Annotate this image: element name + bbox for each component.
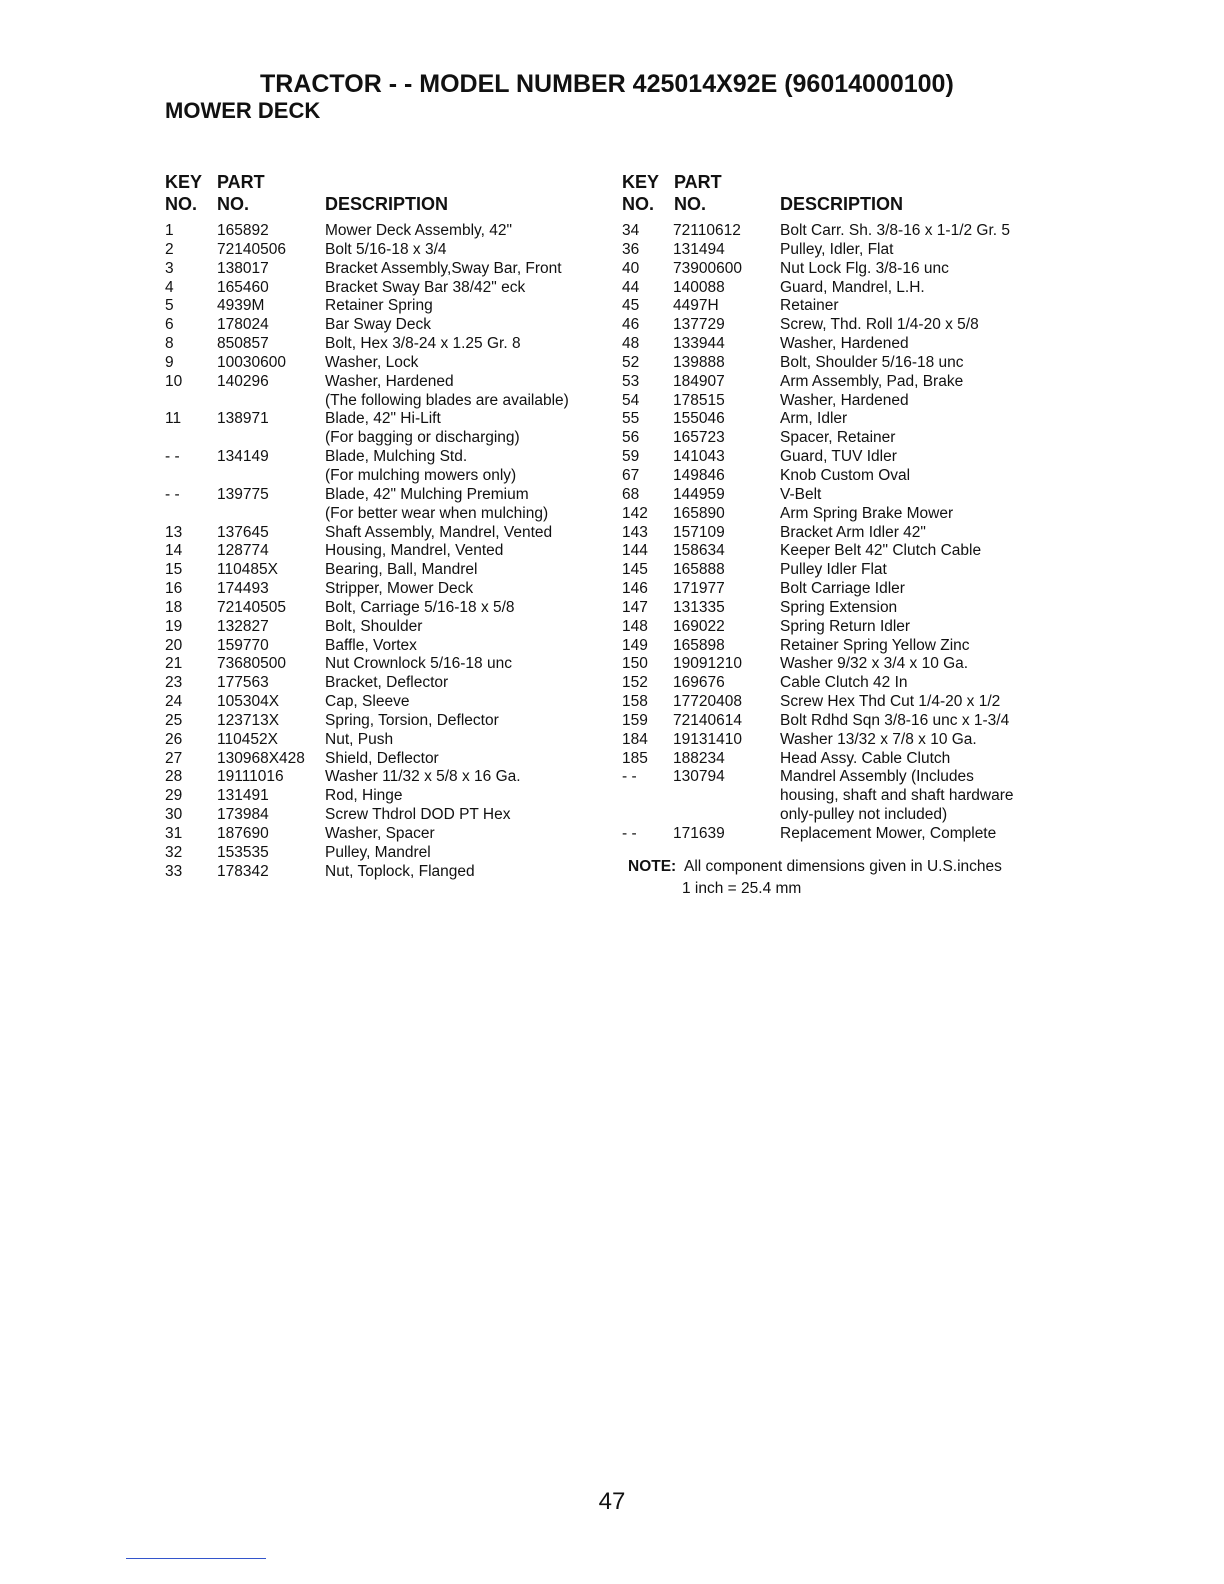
part-no-cell: 144959 [673, 485, 725, 503]
description-cell: Cable Clutch 42 In [780, 674, 908, 692]
key-no-cell: 14 [165, 542, 183, 560]
key-header-line2: NO. [622, 194, 655, 214]
part-no-cell: 187690 [217, 825, 269, 842]
part-no-cell: 140296 [217, 372, 269, 390]
description-cell: Blade, Mulching Std. [325, 448, 468, 466]
key-no-cell: 33 [165, 862, 183, 880]
description-cell: Baffle, Vortex [325, 636, 417, 654]
description-cell: Screw Thdrol DOD PT Hex [325, 806, 511, 824]
key-no-cell: 143 [622, 523, 648, 541]
footer-rule [126, 1558, 266, 1559]
description-cell: only-pulley not included) [780, 806, 948, 824]
key-no-cell: 55 [622, 410, 640, 428]
key-no-cell: 159 [622, 711, 648, 729]
key-no-cell: 46 [622, 316, 640, 334]
description-cell: Bolt Carr. Sh. 3/8-16 x 1-1/2 Gr. 5 [780, 222, 1011, 239]
description-cell: Washer, Hardened [780, 391, 909, 409]
key-no-cell: 16 [165, 580, 183, 598]
description-cell: Arm Assembly, Pad, Brake [780, 372, 964, 390]
description-cell: Keeper Belt 42" Clutch Cable [780, 542, 982, 560]
part-no-cell: 159770 [217, 636, 269, 654]
description-cell: Guard, Mandrel, L.H. [780, 278, 925, 296]
part-no-cell: 19091210 [673, 655, 742, 673]
key-no-cell: 150 [622, 655, 648, 673]
part-no-cell: 4939M [217, 297, 265, 315]
key-no-cell: 34 [622, 222, 640, 239]
description-cell: Pulley, Idler, Flat [780, 240, 894, 258]
description-cell: Spring, Torsion, Deflector [325, 711, 499, 729]
part-no-cell: 138971 [217, 410, 269, 428]
part-no-cell: 153535 [217, 843, 269, 861]
part-no-cell: 177563 [217, 674, 269, 692]
description-cell: Cap, Sleeve [325, 693, 410, 711]
part-no-cell: 173984 [217, 806, 269, 824]
description-cell: Bolt, Carriage 5/16-18 x 5/8 [325, 598, 515, 616]
part-no-cell: 17720408 [673, 693, 742, 711]
description-cell: Retainer [780, 297, 839, 315]
part-no-cell: 72140506 [217, 240, 286, 258]
key-header-line2: NO. [165, 194, 198, 214]
description-cell: Housing, Mandrel, Vented [325, 542, 504, 560]
part-no-cell: 131494 [673, 240, 725, 258]
description-cell: Bracket Assembly,Sway Bar, Front [325, 259, 562, 277]
key-no-cell: 23 [165, 674, 183, 692]
description-cell: Shaft Assembly, Mandrel, Vented [325, 523, 553, 541]
part-no-cell: 178024 [217, 316, 269, 334]
key-no-cell: 2 [165, 240, 174, 258]
description-cell: Screw Hex Thd Cut 1/4-20 x 1/2 [780, 693, 1001, 711]
description-cell: Shield, Deflector [325, 749, 439, 767]
note-conversion: 1 inch = 25.4 mm [682, 880, 802, 897]
description-cell: V-Belt [780, 485, 822, 503]
description-cell: Stripper, Mower Deck [325, 580, 474, 598]
part-no-cell: 165723 [673, 429, 725, 447]
description-cell: Retainer Spring Yellow Zinc [780, 636, 970, 654]
page-number: 47 [598, 1488, 626, 1515]
key-no-cell: 19 [165, 617, 183, 635]
part-no-cell: 149846 [673, 466, 725, 484]
description-cell: Bolt Carriage Idler [780, 580, 905, 598]
key-no-cell: 26 [165, 730, 183, 748]
description-cell: Head Assy. Cable Clutch [780, 749, 951, 767]
description-cell: Bolt, Hex 3/8-24 x 1.25 Gr. 8 [325, 335, 521, 353]
description-cell: Washer 13/32 x 7/8 x 10 Ga. [780, 730, 977, 748]
description-cell: Bearing, Ball, Mandrel [325, 561, 478, 579]
description-cell: Blade, 42" Hi-Lift [325, 410, 441, 428]
part-no-cell: 128774 [217, 542, 269, 560]
key-no-cell: 25 [165, 711, 183, 729]
description-cell: Pulley Idler Flat [780, 561, 887, 579]
key-no-cell: 59 [622, 448, 640, 466]
key-no-cell: 54 [622, 391, 640, 409]
part-no-cell: 171639 [673, 825, 725, 842]
part-no-cell: 171977 [673, 580, 725, 598]
key-no-cell: 44 [622, 278, 640, 296]
key-no-cell: - - [622, 768, 637, 786]
description-cell: Bracket, Deflector [325, 674, 449, 692]
key-no-cell: 52 [622, 353, 640, 371]
description-header: DESCRIPTION [780, 194, 904, 214]
key-no-cell: - - [165, 485, 180, 503]
note-text: All component dimensions given in U.S.inches [683, 858, 1002, 875]
description-cell: (The following blades are available) [325, 391, 569, 409]
description-cell: Arm, Idler [780, 410, 848, 428]
key-no-cell: 29 [165, 787, 183, 805]
part-no-cell: 178342 [217, 862, 269, 880]
part-no-cell: 72140505 [217, 598, 286, 616]
part-header-line1: PART [674, 172, 722, 192]
key-no-cell: 148 [622, 617, 648, 635]
part-no-cell: 105304X [217, 693, 280, 711]
part-no-cell: 139888 [673, 353, 725, 371]
key-no-cell: 24 [165, 693, 183, 711]
key-no-cell: 48 [622, 335, 640, 353]
description-cell: Washer, Hardened [325, 372, 454, 390]
part-no-cell: 169676 [673, 674, 725, 692]
part-no-cell: 73680500 [217, 655, 286, 673]
part-no-cell: 184907 [673, 372, 725, 390]
part-no-cell: 188234 [673, 749, 725, 767]
key-no-cell: 144 [622, 542, 648, 560]
part-no-cell: 132827 [217, 617, 269, 635]
part-no-cell: 165890 [673, 504, 725, 522]
key-no-cell: 56 [622, 429, 640, 447]
description-cell: Arm Spring Brake Mower [780, 504, 954, 522]
key-no-cell: 184 [622, 730, 648, 748]
key-no-cell: 142 [622, 504, 648, 522]
key-no-cell: 185 [622, 749, 648, 767]
part-no-cell: 137645 [217, 523, 269, 541]
part-no-cell: 165892 [217, 222, 269, 239]
description-cell: Nut, Push [325, 730, 394, 748]
key-no-cell: 20 [165, 636, 183, 654]
key-no-cell: 5 [165, 297, 174, 315]
part-no-cell: 19131410 [673, 730, 742, 748]
key-no-cell: 9 [165, 353, 174, 371]
key-no-cell: 21 [165, 655, 183, 673]
part-no-cell: 73900600 [673, 259, 742, 277]
part-no-cell: 165888 [673, 561, 725, 579]
key-no-cell: 30 [165, 806, 183, 824]
part-no-cell: 178515 [673, 391, 725, 409]
description-cell: Bolt 5/16-18 x 3/4 [325, 240, 447, 258]
description-cell: housing, shaft and shaft hardware [780, 787, 1014, 805]
key-no-cell: 152 [622, 674, 648, 692]
part-no-cell: 165898 [673, 636, 725, 654]
part-no-cell: 110485X [217, 561, 278, 579]
key-no-cell: 145 [622, 561, 648, 579]
part-no-cell: 141043 [673, 448, 725, 466]
part-no-cell: 165460 [217, 278, 269, 296]
part-no-cell: 139775 [217, 485, 269, 503]
key-no-cell: 149 [622, 636, 648, 654]
key-no-cell: 147 [622, 598, 648, 616]
part-no-cell: 130968X428 [217, 749, 305, 767]
part-no-cell: 169022 [673, 617, 725, 635]
key-no-cell: 68 [622, 485, 640, 503]
description-cell: Retainer Spring [325, 297, 433, 315]
key-no-cell: 27 [165, 749, 183, 767]
description-cell: Bracket Sway Bar 38/42" eck [325, 278, 526, 296]
description-header: DESCRIPTION [325, 194, 449, 214]
description-cell: Knob Custom Oval [780, 466, 911, 484]
key-no-cell: - - [622, 825, 637, 842]
description-cell: Washer, Hardened [780, 335, 909, 353]
key-no-cell: 11 [165, 410, 182, 428]
part-no-cell: 4497H [673, 297, 719, 315]
description-cell: Bolt, Shoulder 5/16-18 unc [780, 353, 964, 371]
part-no-cell: 133944 [673, 335, 725, 353]
description-cell: Washer, Lock [325, 353, 419, 371]
part-no-cell: 72110612 [673, 222, 741, 239]
part-no-cell: 137729 [673, 316, 725, 334]
description-cell: Screw, Thd. Roll 1/4-20 x 5/8 [780, 316, 979, 334]
description-cell: Spring Return Idler [780, 617, 911, 635]
key-no-cell: 15 [165, 561, 183, 579]
description-cell: Bar Sway Deck [325, 316, 431, 334]
part-no-cell: 110452X [217, 730, 278, 748]
part-no-cell: 123713X [217, 711, 280, 729]
description-cell: Bolt, Shoulder [325, 617, 423, 635]
key-no-cell: 40 [622, 259, 640, 277]
key-no-cell: 8 [165, 335, 174, 353]
description-cell: Guard, TUV Idler [780, 448, 897, 466]
part-no-cell: 850857 [217, 335, 269, 353]
description-cell: (For mulching mowers only) [325, 466, 517, 484]
part-no-cell: 131491 [217, 787, 269, 805]
part-no-cell: 157109 [673, 523, 725, 541]
part-header-line2: NO. [217, 194, 250, 214]
description-cell: Pulley, Mandrel [325, 843, 431, 861]
key-no-cell: 10 [165, 372, 183, 390]
part-no-cell: 174493 [217, 580, 269, 598]
key-no-cell: 31 [165, 825, 183, 842]
description-cell: Spring Extension [780, 598, 898, 616]
description-cell: Blade, 42" Mulching Premium [325, 485, 529, 503]
part-header-line1: PART [217, 172, 265, 192]
key-no-cell: 32 [165, 843, 183, 861]
key-header-line1: KEY [165, 172, 203, 192]
part-no-cell: 138017 [217, 259, 269, 277]
description-cell: Washer 9/32 x 3/4 x 10 Ga. [780, 655, 969, 673]
dimension-note [628, 856, 1002, 900]
section-title: MOWER DECK [165, 98, 321, 123]
description-cell: Washer 11/32 x 5/8 x 16 Ga. [325, 768, 521, 786]
part-no-cell: 130794 [673, 768, 725, 786]
description-cell: (For better wear when mulching) [325, 504, 549, 522]
part-no-cell: 10030600 [217, 353, 286, 371]
key-no-cell: 158 [622, 693, 648, 711]
part-no-cell: 72140614 [673, 711, 742, 729]
part-header-line2: NO. [674, 194, 707, 214]
description-cell: Spacer, Retainer [780, 429, 896, 447]
description-cell: Washer, Spacer [325, 825, 435, 842]
key-no-cell: 3 [165, 259, 174, 277]
key-no-cell: 28 [165, 768, 183, 786]
part-no-cell: 134149 [217, 448, 269, 466]
part-no-cell: 19111016 [217, 768, 284, 786]
key-no-cell: - - [165, 448, 180, 466]
description-cell: Bolt Rdhd Sqn 3/8-16 unc x 1-3/4 [780, 711, 1010, 729]
part-no-cell: 158634 [673, 542, 725, 560]
key-no-cell: 146 [622, 580, 648, 598]
part-no-cell: 155046 [673, 410, 725, 428]
description-cell: Nut Crownlock 5/16-18 unc [325, 655, 512, 673]
description-cell: Replacement Mower, Complete [780, 825, 997, 842]
part-no-cell: 131335 [673, 598, 725, 616]
key-no-cell: 6 [165, 316, 174, 334]
key-no-cell: 67 [622, 466, 640, 484]
key-no-cell: 18 [165, 598, 183, 616]
description-cell: (For bagging or discharging) [325, 429, 520, 447]
description-cell: Mandrel Assembly (Includes [780, 768, 974, 786]
note-label: NOTE: [628, 858, 677, 875]
key-no-cell: 36 [622, 240, 640, 258]
key-no-cell: 45 [622, 297, 640, 315]
description-cell: Nut Lock Flg. 3/8-16 unc [780, 259, 949, 277]
key-no-cell: 13 [165, 523, 183, 541]
key-no-cell: 4 [165, 278, 174, 296]
page-title: TRACTOR - - MODEL NUMBER 425014X92E (96014000100) [260, 70, 954, 98]
key-no-cell: 53 [622, 372, 640, 390]
description-cell: Nut, Toplock, Flanged [325, 862, 475, 880]
part-no-cell: 140088 [673, 278, 725, 296]
key-no-cell: 1 [165, 222, 174, 239]
description-cell: Mower Deck Assembly, 42" [325, 222, 512, 239]
description-cell: Rod, Hinge [325, 787, 403, 805]
key-header-line1: KEY [622, 172, 660, 192]
description-cell: Bracket Arm Idler 42" [780, 523, 926, 541]
